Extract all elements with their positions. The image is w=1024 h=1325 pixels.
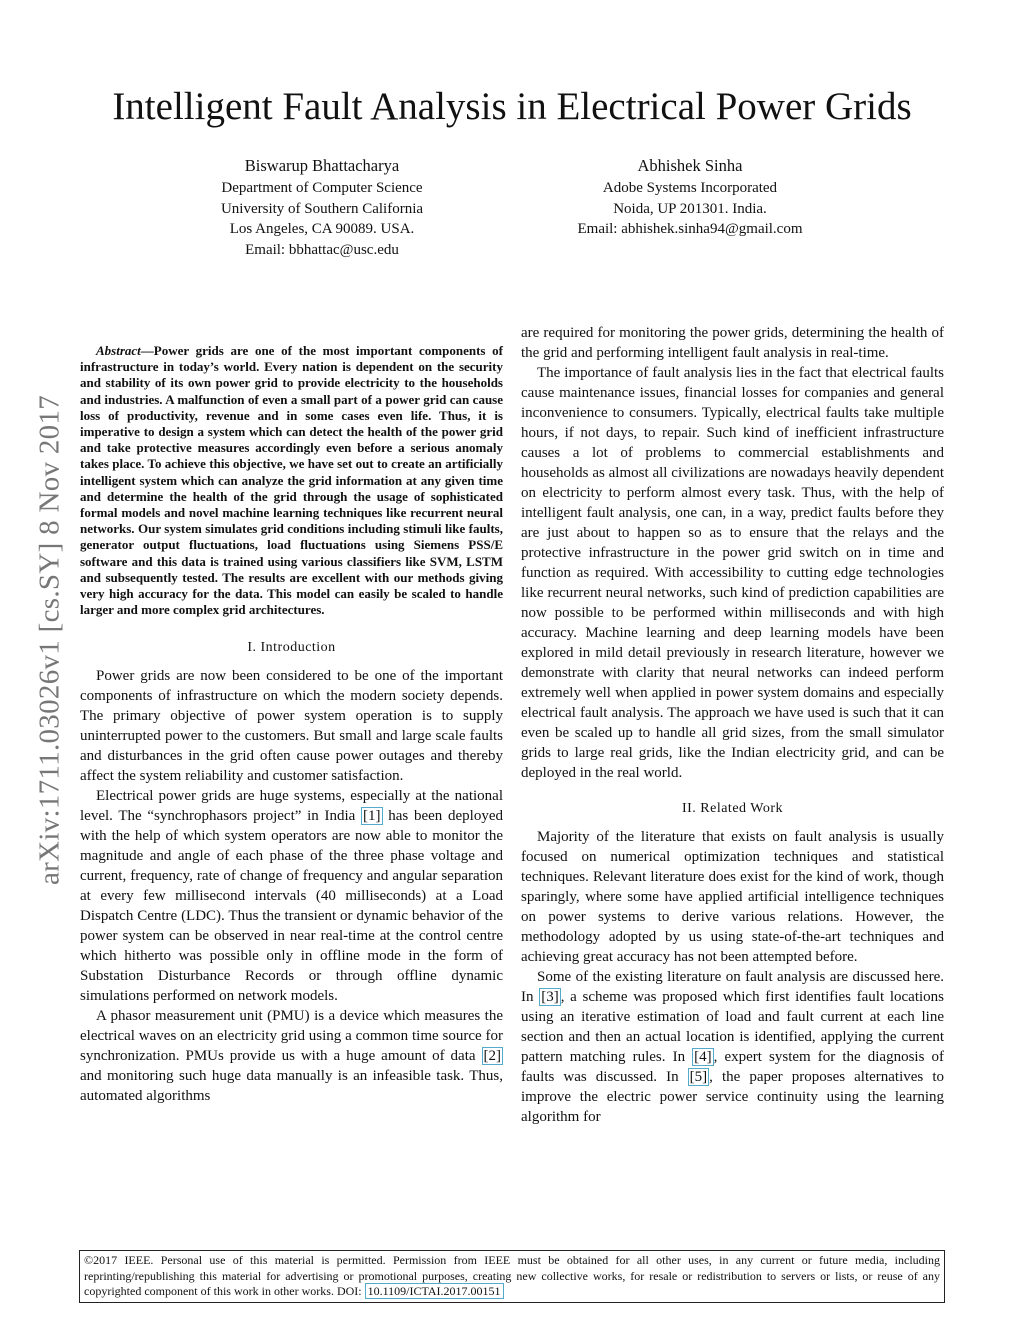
paragraph-text: Electrical power grids are huge systems, especially at the national level. The “synchrophasors project” in India <box>80 788 503 825</box>
paragraph-text: , a scheme was proposed which first identifies fault locations using an iterative estimation of load and fault current at each line section and then an actual location is identified, applying the current pattern matching rules. In <box>521 989 944 1065</box>
abstract <box>80 343 503 618</box>
citation-link[interactable]: [1] <box>363 808 381 825</box>
author-affiliation-line: Noida, UP 201301. India. <box>613 200 767 217</box>
citation-link[interactable]: [3] <box>541 989 559 1005</box>
author-name: Abhishek Sinha <box>637 156 743 175</box>
intro-paragraph-continued: are required for monitoring the power grids, determining the health of the grid and performing intelligent fault analysis in real-time. <box>521 325 944 361</box>
abstract-label: Abstract <box>96 343 141 358</box>
citation-link[interactable]: [2] <box>483 1048 501 1065</box>
author-email: Email: abhishek.sinha94@gmail.com <box>577 221 803 237</box>
copyright-notice <box>79 1250 945 1303</box>
paragraph-text: , expert system for the diagnosis of faults was discussed. In <box>521 1049 944 1085</box>
related-paragraph <box>521 967 944 1127</box>
intro-paragraph: The importance of fault analysis lies in the fact that electrical faults cause maintenance issues, financial losses for companies and general inconvenience to consumers. Typically, electrical faults take multiple hours, if not days, to repair. Such kind of inefficient infrastructure causes a lot of problems to commercial establishments and households as almost all civilizations are nowadays heavily dependent on electricity to perform almost every task. Thus, with the help of intelligent fault analysis, one can, in a way, predict faults before they are just about to happen so as to ensure that the relays and the protective infrastructure in the power grid switch on in time and function as required. With accessibility to cutting edge technologies like recurrent neural networks, such kind of prediction capabilities are now possible to be performed within milliseconds and with high accuracy. Machine learning and deep learning models have been explored in mild detail previously in research literature, however we demonstrate with clarity that neural networks can indeed perform extremely well when applied in power system domains and especially electrical fault analysis. The approach we have used is such that it can even be scaled up to handle all grid sizes, from the small simulator grids to large real grids, like the Indian electricity grid, and can be deployed in the real world. <box>521 365 944 781</box>
left-column <box>80 343 503 1106</box>
paragraph-text: A phasor measurement unit (PMU) is a device which measures the electrical waves on an electricity grid using a common time source for synchronization. PMUs provide us with a huge amount of data <box>80 1008 503 1065</box>
abstract-text: Power grids are one of the most important components of infrastructure in today’s world. Every nation is dependent on the security and stability of its own power grid to provide electricity to the households and industries. A malfunction of even a small part of a power grid can cause loss of productivity, revenue and in some cases even life. Thus, it is imperative to design a system which can detect the health of the power grid and take protective measures accordingly even before a serious anomaly takes place. To achieve this objective, we have set out to create an artificially intelligent system which can analyze the grid information at any given time and determine the health of the grid through the usage of sophisticated formal models and novel machine learning techniques like recurrent neural networks. Our system simulates grid conditions including stimuli like faults, generator output fluctuations, load fluctuations using Siemens PSS/E software and this data is trained using various classifiers like SVM, LSTM and subsequently tested. The results are excellent with our methods giving very high accuracy for the data. This model can easily be scaled to handle larger and more complex grid architectures. <box>80 343 503 618</box>
copyright-text: ©2017 IEEE. Personal use of this material is permitted. Permission from IEEE must be obtained for all other uses, in any current or future media, including reprinting/republishing this material for advertising or promotional purposes, creating new collective works, for resale or redistribution to servers or lists, or reuse of any copyrighted component of this work in other works. DOI: <box>84 1253 940 1298</box>
author-affiliation-line: Department of Computer Science <box>221 180 423 196</box>
author-affiliation-line: Adobe Systems Incorporated <box>602 180 778 196</box>
right-column <box>521 323 944 1127</box>
intro-paragraph <box>80 1006 503 1106</box>
section-heading-introduction: I. Introduction <box>247 640 336 656</box>
paragraph-text: , the paper proposes alternatives to improve the electric power service continuity using the learning algorithm for <box>521 1069 944 1125</box>
author-email: Email: bbhattac@usc.edu <box>245 241 399 258</box>
author-affiliation-line: University of Southern California <box>220 200 424 217</box>
author-name: Biswarup Bhattacharya <box>244 156 400 175</box>
paragraph-text: and monitoring such huge data manually is an infeasible task. Thus, automated algorithms <box>80 1068 503 1105</box>
citation-link[interactable]: [5] <box>689 1069 708 1085</box>
author-block-2 <box>540 155 840 240</box>
paragraph-text: has been deployed with the help of which system operators are now able to monitor the magnitude and angle of each phase of the three phase voltage and current, frequency, rate of change of frequency and angular separation at every few millisecond intervals (40 milliseconds) at a Load Dispatch Centre (LDC). Thus the transient or dynamic behavior of the power system can be observed in near real-time at the control centre which hitherto was possible only in offline mode in the form of Substation Disturbance Records or through offline dynamic simulations performed on network models. <box>80 808 504 1005</box>
intro-paragraph: Power grids are now been considered to be one of the important components of infrastructure on which the modern society depends. The primary objective of power system operation is to supply uninterrupted power to the customers. But small and large scale faults and disturbances in the grid often cause power outages and thereby affect the system reliability and customer satisfaction. <box>80 668 503 785</box>
author-affiliation-line: Los Angeles, CA 90089. USA. <box>229 221 415 237</box>
related-paragraph: Majority of the literature that exists on fault analysis is usually focused on numerical optimization techniques and statistical techniques. Relevant literature does exist for the kind of work, though sparingly, where some have applied artificial intelligence techniques on power systems to derive various relations. However, the methodology adopted by us using state-of-the-art techniques and achieving great accuracy has not been attempted before. <box>521 829 944 965</box>
section-heading-related-work: II. Related Work <box>681 801 784 816</box>
arxiv-identifier: arXiv:1711.03026v1 [cs.SY] 8 Nov 2017 <box>33 394 66 886</box>
citation-link[interactable]: [4] <box>694 1049 712 1065</box>
author-block-1 <box>172 155 472 260</box>
doi-link[interactable]: 10.1109/ICTAI.2017.00151 <box>365 1283 504 1299</box>
paper-title: Intelligent Fault Analysis in Electrical Power Grids <box>112 85 912 128</box>
abstract-dash: — <box>140 343 154 358</box>
paragraph-text: Some of the existing literature on fault analysis are discussed here. In <box>521 969 944 1005</box>
intro-paragraph <box>80 786 503 1006</box>
